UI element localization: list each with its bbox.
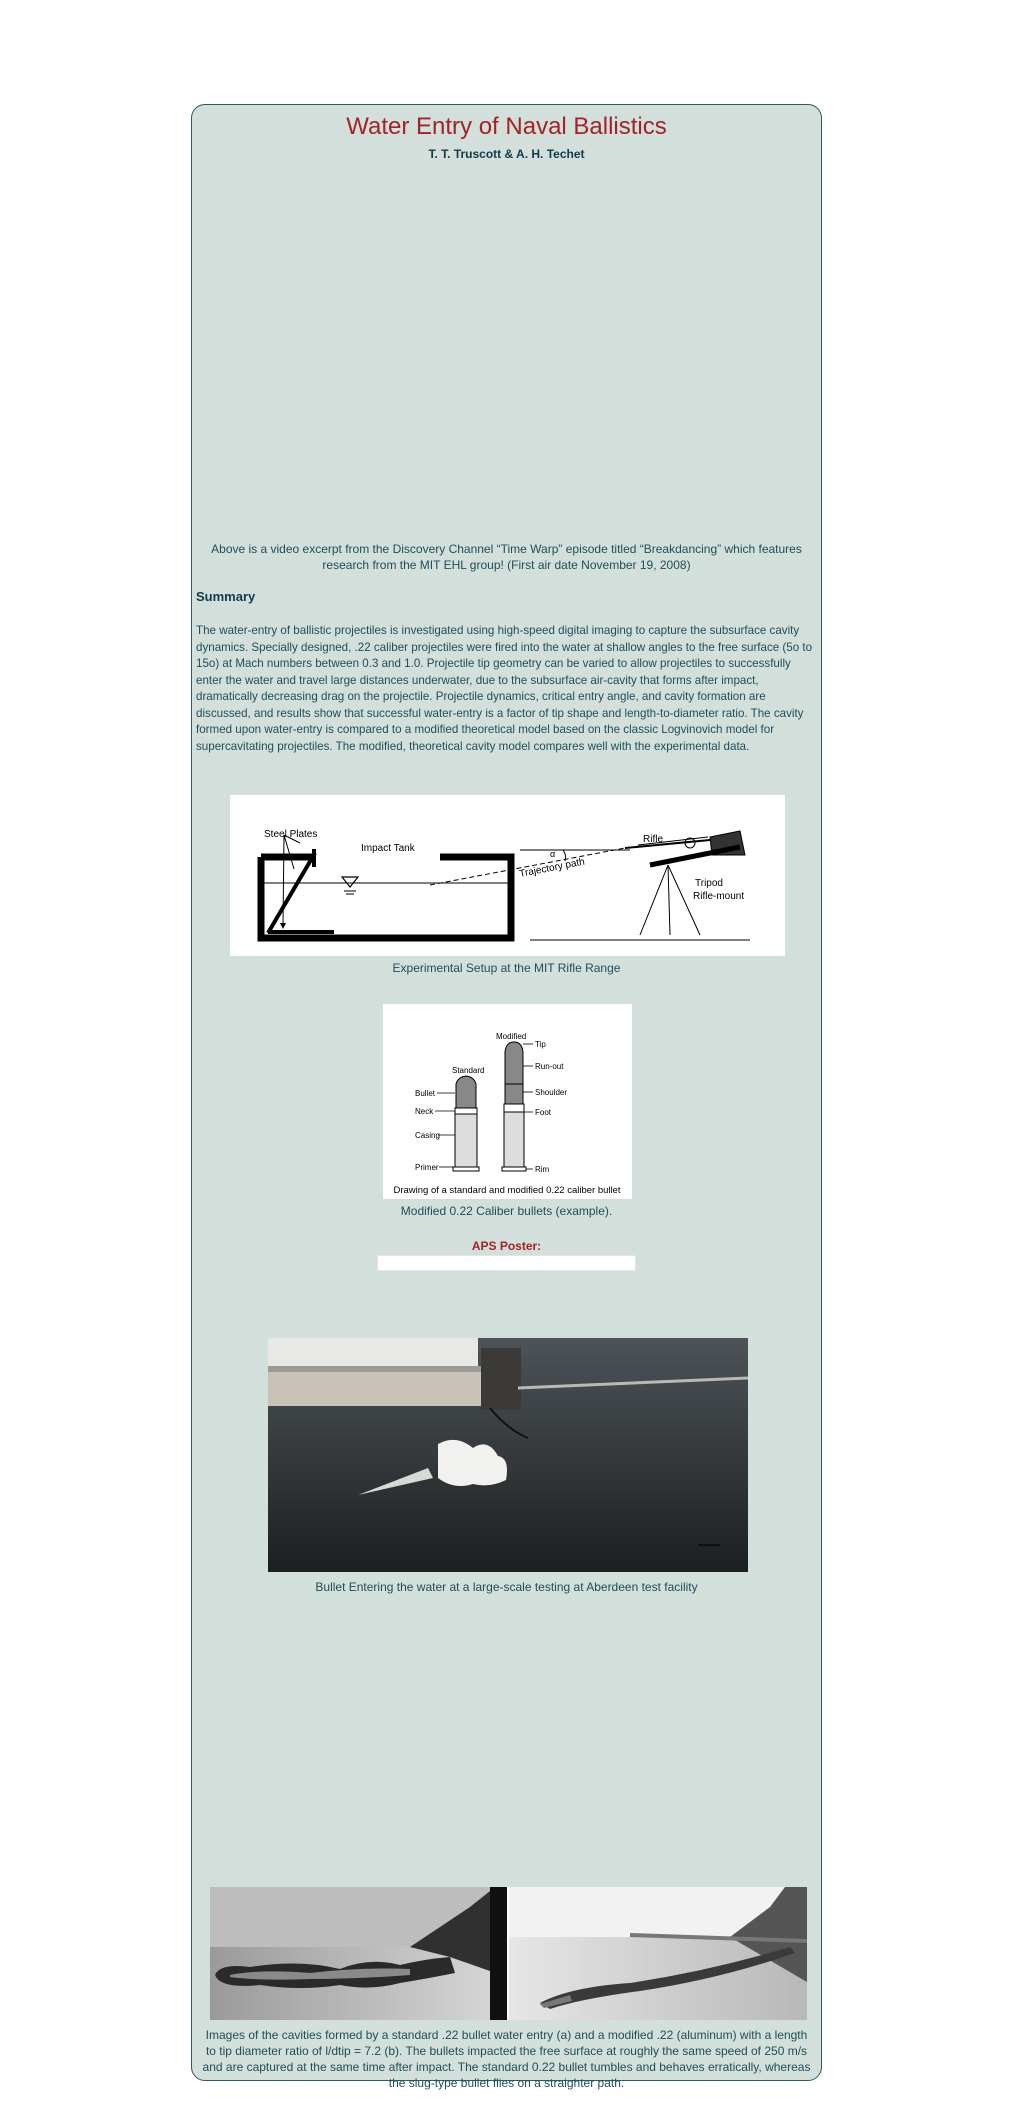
label-rifle: Rifle (643, 834, 664, 845)
label-shoulder: Shoulder (535, 1088, 568, 1097)
cavity-caption: Images of the cavities formed by a standard .22 bullet water entry (a) and a modified .22 (aluminum) with a length to tip diameter ratio of l/dtip = 7.2 (b). The bullets impacted the free surface at roughly the same speed of 250 m/s and are captured at the same time after impact. The standard 0.22 bullet tumbles and behaves erratically, whereas the slug-type bullet flies on a straighter path. (202, 2028, 811, 2090)
setup-diagram-svg (230, 795, 785, 956)
setup-diagram (230, 795, 785, 956)
label-alpha: α (550, 849, 556, 859)
label-foot: Foot (535, 1108, 552, 1117)
label-casing: Casing (415, 1131, 440, 1140)
label-primer: Primer (415, 1163, 439, 1172)
label-trajectory: Trajectory path (518, 856, 586, 880)
bullet-drawing (383, 1004, 632, 1199)
aps-poster-embed[interactable] (377, 1255, 636, 1271)
aps-poster-label: APS Poster: (471, 1239, 542, 1253)
label-tripod: Tripod (695, 878, 723, 889)
bullet-inner-caption: Drawing of a standard and modified 0.22 caliber bullet (393, 1185, 621, 1196)
aberdeen-photo-svg (268, 1338, 748, 1572)
summary-text: The water-entry of ballistic projectiles is investigated using high-speed digital imaging to capture the subsurface cavity dynamics. Specially designed, .22 caliber projectiles were fired into the water at shallow angles to the free surface (5o to 15o) at Mach numbers between 0.3 and 1.0. Projectile tip geometry can be varied to allow projectiles to successfully enter the water and travel large distances underwater, due to the subsurface air-cavity that forms after impact, dramatically decreasing drag on the projectile. Projectile dynamics, critical entry angle, and cavity formation are discussed, and results show that successful water-entry is a factor of tip shape and length-to-diameter ratio. The cavity formed upon water-entry is compared to a modified theoretical model based on the classic Logvinovich model for supercavitating projectiles. The modified, theoretical cavity model compares well with the experimental data. (196, 624, 813, 753)
cavity-images-svg (210, 1887, 807, 2020)
cavity-images (210, 1887, 807, 2020)
bullet-drawing-svg (383, 1004, 632, 1199)
aberdeen-photo (268, 1338, 748, 1572)
content-panel (191, 104, 822, 2090)
aberdeen-caption: Bullet Entering the water at a large-scale testing at Aberdeen test facility (315, 1580, 698, 1594)
label-rifle-mount: Rifle-mount (693, 891, 745, 902)
page-title: Water Entry of Naval Ballistics (346, 113, 667, 140)
video-note: Above is a video excerpt from the Discovery Channel “Time Warp” episode titled “Breakdancing” which features research from the MIT EHL group! (First air date November 19, 2008) (211, 542, 802, 572)
label-modified: Modified (496, 1032, 527, 1041)
authors: T. T. Truscott & A. H. Techet (428, 147, 585, 161)
label-rim: Rim (535, 1165, 550, 1174)
label-impact-tank: Impact Tank (361, 843, 415, 854)
bullet-caption: Modified 0.22 Caliber bullets (example). (400, 1204, 613, 1218)
label-run-out: Run-out (535, 1062, 564, 1071)
label-neck: Neck (415, 1107, 434, 1116)
label-standard: Standard (452, 1066, 485, 1075)
label-tip: Tip (535, 1040, 546, 1049)
label-bullet: Bullet (415, 1089, 436, 1098)
label-steel-plates: Steel Plates (264, 829, 318, 840)
setup-caption: Experimental Setup at the MIT Rifle Range (392, 961, 621, 975)
summary-heading: Summary (196, 589, 256, 604)
